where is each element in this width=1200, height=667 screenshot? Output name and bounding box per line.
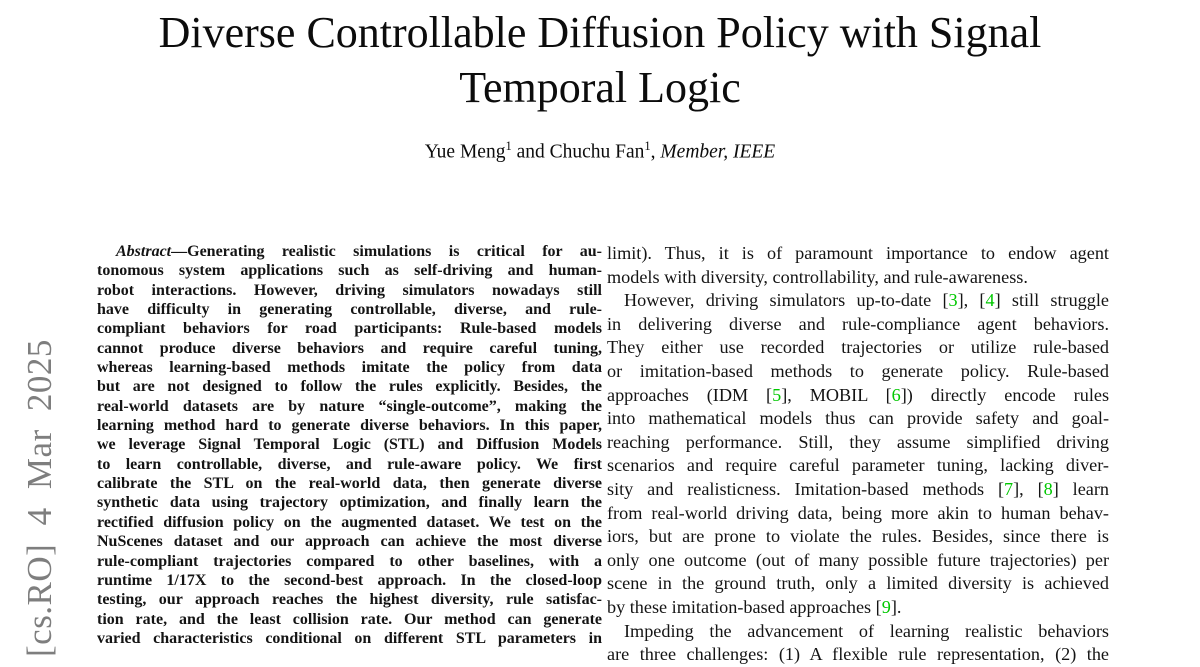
abstract-line: runtime 1/17X to the second-best approach. In the closed-loop xyxy=(97,571,602,589)
intro-line: or imitation-based methods to generate policy. Rule-based xyxy=(607,360,1109,381)
arxiv-category-stamp: [cs.RO] 4 Mar 2025 xyxy=(20,339,59,657)
intro-line: in delivering diverse and rule-compliance agent behaviors. xyxy=(607,313,1109,334)
citation-link[interactable]: 3 xyxy=(948,290,958,311)
intro-line: They either use recorded trajectories or utilize rule-based xyxy=(607,337,1109,358)
intro-line: scenarios and require careful parameter tuning, lacking diver- xyxy=(607,455,1109,476)
citation-link[interactable]: 5 xyxy=(772,384,782,405)
abstract-line: robot interactions. However, driving simulators nowadays still xyxy=(97,281,602,299)
abstract-line: have difficulty in generating controllable, diverse, and rule- xyxy=(97,301,602,319)
author-affiliation-mark: 1 xyxy=(505,139,512,153)
abstract-line: calibrate the STL on the real-world data, then generate diverse xyxy=(97,475,602,493)
intro-line: limit). Thus, it is of paramount importance to endow agent xyxy=(607,243,1109,263)
abstract-line: synthetic data using trajectory optimization, and finally learn the xyxy=(97,494,602,512)
abstract-line: tonomous system applications such as self-driving and human- xyxy=(97,262,602,280)
abstract-line: real-world datasets are by nature “single-outcome”, making the xyxy=(97,397,602,415)
intro-line: Impeding the advancement of learning realistic behaviors xyxy=(624,620,1109,641)
abstract-line: but are not designed to follow the rules explicitly. Besides, the xyxy=(97,378,602,396)
paper-title xyxy=(0,5,1200,115)
abstract-label: Abstract xyxy=(116,243,172,260)
intro-line: However, driving simulators up-to-date [3], [4] still struggle xyxy=(624,290,1109,311)
abstract-line: rule-compliant trajectories compared to other baselines, with a xyxy=(97,552,602,570)
author-affiliation-mark: 1 xyxy=(644,139,651,153)
citation-link[interactable]: 8 xyxy=(1043,478,1053,499)
abstract-line: varied characteristics conditional on different STL parameters in xyxy=(97,629,602,647)
citation-link[interactable]: 9 xyxy=(881,596,891,617)
abstract-line: learning method hard to generate diverse behaviors. In this paper, xyxy=(97,417,602,435)
intro-line: from real-world driving data, being more akin to human behav- xyxy=(607,502,1109,523)
citation-link[interactable]: 6 xyxy=(891,384,901,405)
abstract-line: Abstract—Generating realistic simulations is critical for au- xyxy=(116,243,602,260)
citation-link[interactable]: 4 xyxy=(985,290,995,311)
paper-title-line1: Diverse Controllable Diffusion Policy with Signal xyxy=(158,8,1042,57)
abstract-line: cannot produce diverse behaviors and require careful tuning, xyxy=(97,339,602,357)
abstract-line: rectified diffusion policy on the augmented dataset. We test on the xyxy=(97,513,602,531)
intro-line: models with diversity, controllability, and rule-awareness. xyxy=(607,266,1028,287)
author-joiner: and xyxy=(511,141,550,163)
abstract-line: to learn controllable, diverse, and rule-aware policy. We first xyxy=(97,455,602,473)
abstract-line: testing, our approach reaches the highest diversity, rule satisfac- xyxy=(97,591,602,609)
paper-title-line2: Temporal Logic xyxy=(459,63,741,112)
citation-link[interactable]: 7 xyxy=(1004,478,1014,499)
abstract-line: NuScenes dataset and our approach can achieve the most diverse xyxy=(97,533,602,551)
intro-line: into mathematical models thus can provide safety and goal- xyxy=(607,408,1109,429)
intro-line: sity and realisticness. Imitation-based methods [7], [8] learn xyxy=(607,478,1109,499)
intro-line: are three challenges: (1) A flexible rule representation, (2) the xyxy=(607,644,1109,665)
author-name: Yue Meng xyxy=(424,141,506,163)
abstract-line: we leverage Signal Temporal Logic (STL) and Diffusion Models xyxy=(97,436,602,454)
intro-line: reaching performance. Still, they assume simplified driving xyxy=(607,431,1109,452)
intro-line: approaches (IDM [5], MOBIL [6]) directly encode rules xyxy=(607,384,1109,405)
author-line: Yue Meng$^1$ and Chuchu Fan$^1$, Member, IEEE xyxy=(424,139,776,163)
abstract-line: whereas learning-based methods imitate the policy from data xyxy=(97,359,602,377)
author-name: Chuchu Fan xyxy=(549,141,645,163)
abstract-line: tion rate, and the least collision rate. Our method can generate xyxy=(97,610,602,628)
ieee-membership: Member, IEEE xyxy=(660,141,776,163)
intro-column xyxy=(607,242,1109,667)
intro-line: iors, but are prone to violate the rules. Besides, since there is xyxy=(607,526,1109,547)
abstract-line: compliant behaviors for road participants: Rule-based models xyxy=(97,320,602,338)
intro-line: only one outcome (out of many possible future trajectories) per xyxy=(607,549,1109,570)
intro-line: by these imitation-based approaches [9]. xyxy=(607,596,902,617)
intro-line: scene in the ground truth, only a limited diversity is achieved xyxy=(607,573,1109,594)
abstract-column xyxy=(97,242,602,648)
